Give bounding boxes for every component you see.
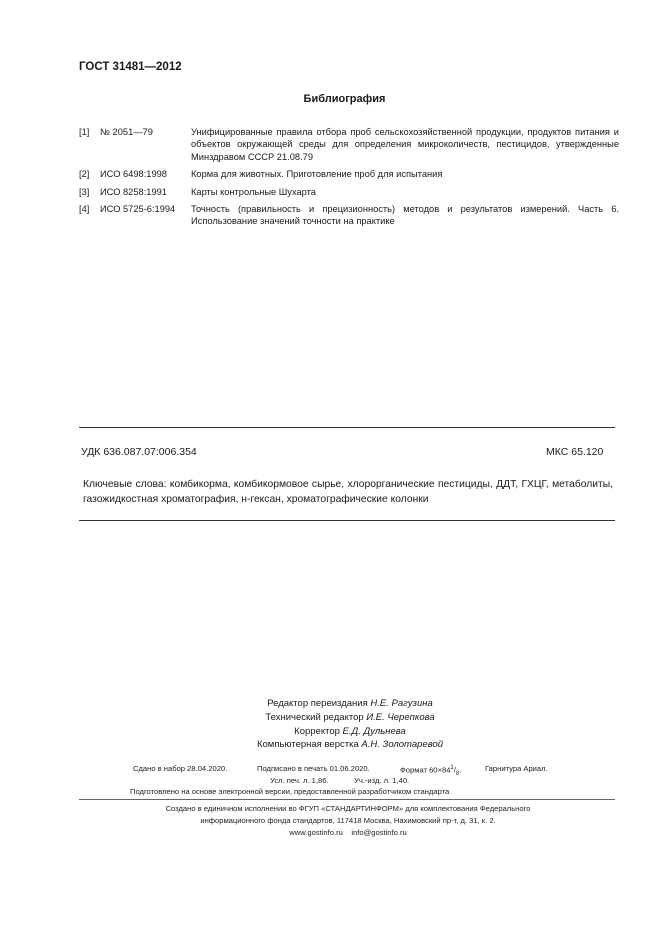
divider-bottom	[79, 520, 615, 521]
publisher-footer	[80, 803, 616, 839]
item-title: Точность (правильность и прецизионность) методов и результатов измерений. Часть 6. Использование значений точности на практике	[191, 204, 619, 227]
item-title: Карты контрольные Шухарта	[191, 186, 316, 197]
credit-role: Редактор переиздания	[267, 698, 368, 709]
divider-top	[79, 427, 615, 428]
item-number: [1]	[79, 127, 90, 137]
credit-name: И.Е. Черепкова	[366, 711, 435, 723]
item-code: ИСО 5725-6:1994	[100, 204, 176, 215]
publication-sheets: Уч.-изд. л. 1,40.	[354, 775, 410, 785]
item-number: [2]	[79, 169, 90, 180]
bibliography-item	[79, 168, 619, 180]
format-label: Формат 60×84	[400, 765, 451, 775]
item-title: Унифицированные правила отбора проб сельскохозяйственной продукции, продуктов питания и объектов окружающей среды для определения микроколичеств, пестицидов, утвержденные Минздравом СССР 21.08.79	[191, 127, 619, 162]
keywords: Ключевые слова: комбикорма, комбикормовое сырье, хлорорганические пестициды, ДДТ, ГХЦГ, метаболиты, газожидкостная хроматография, н-гексан, хроматографические колонки	[83, 479, 613, 505]
item-number: [3]	[79, 186, 90, 197]
credit-line	[200, 738, 500, 752]
bibliography-list	[79, 126, 619, 233]
credit-line	[200, 697, 500, 711]
item-title: Корма для животных. Приготовление проб для испытания	[191, 169, 443, 180]
format-sup: 1	[450, 765, 454, 771]
item-code: ИСО 8258:1991	[100, 186, 167, 197]
credit-role: Технический редактор	[265, 711, 364, 723]
signed-date: Подписано в печать 01.06.2020.	[257, 764, 370, 773]
mks-code: МКС 65.120	[546, 446, 604, 458]
credit-line	[200, 711, 500, 725]
bibliography-heading: Библиография	[303, 93, 386, 105]
footer-line-2: информационного фонда стандартов, 117418 Москва, Нахимовский пр-т, д. 31, к. 2.	[200, 816, 496, 825]
credit-name: Е.Д. Дульнева	[342, 725, 406, 737]
source-note: Подготовлено на основе электронной версии, предоставленной разработчиком стандарта	[130, 787, 450, 796]
item-code: № 2051—79	[100, 127, 153, 137]
udk-code: УДК 636.087.07:006.354	[81, 446, 197, 458]
item-number: [4]	[79, 204, 90, 215]
bibliography-item	[79, 203, 619, 228]
credit-role: Компьютерная верстка	[256, 739, 359, 751]
credit-name: А.Н. Золотаревой	[361, 739, 444, 751]
typeface: Гарнитура Ариал.	[485, 764, 548, 773]
credit-role: Корректор	[294, 725, 340, 737]
credit-name: Н.Е. Рагузина	[370, 698, 433, 709]
footer-line-1: Создано в единичном исполнении во ФГУП «СТАНДАРТИНФОРМ» для комплектования Федерального	[165, 804, 531, 813]
divider-footer	[79, 799, 615, 800]
footer-contacts	[80, 827, 616, 839]
bibliography-item	[79, 126, 619, 163]
printing-info	[90, 763, 610, 798]
item-code: ИСО 6498:1998	[100, 169, 167, 180]
credit-line	[200, 725, 500, 739]
print-sheets: Усл. печ. л. 1,86.	[270, 775, 329, 785]
email-link[interactable]: info@gostinfo.ru	[351, 828, 407, 837]
credits-block	[200, 697, 500, 752]
format-sub: 8	[455, 771, 460, 778]
print-format: Формат $60\times 84^1/_8$.	[400, 765, 462, 778]
standard-number: ГОСТ 31481—2012	[79, 61, 182, 73]
website-link[interactable]: www.gostinfo.ru	[289, 828, 343, 837]
submitted-date: Сдано в набор 28.04.2020.	[133, 764, 228, 773]
bibliography-item	[79, 186, 619, 198]
